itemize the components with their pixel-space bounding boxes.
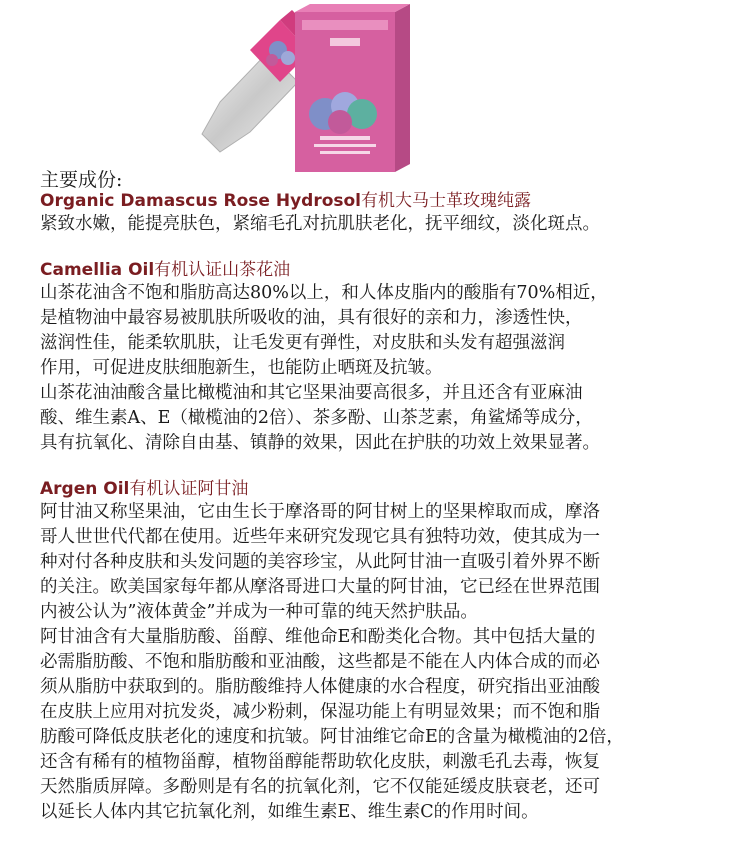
paragraph-line: 须从脂肪中获取到的。脂肪酸维持人体健康的水合程度，研究指出亚油酸: [40, 677, 600, 697]
section-title-cn: 有机认证山茶花油: [154, 260, 291, 280]
paragraph-line: 内被公认为”液体黄金”并成为一种可靠的纯天然护肤品。: [40, 602, 478, 622]
paragraph-line: 的关注。欧美国家每年都从摩洛哥进口大量的阿甘油，它已经在世界范围: [40, 577, 600, 597]
paragraph-line: 天然脂质屏障。多酚则是有名的抗氧化剂，它不仅能延缓皮肤衰老，还可: [40, 777, 600, 797]
paragraph-line: 还含有稀有的植物甾醇，植物甾醇能帮助软化皮肤，刺激毛孔去毒，恢复: [40, 752, 600, 772]
section-title-cn: 有机认证阿甘油: [129, 479, 249, 499]
product-box: [290, 2, 420, 182]
ingredients-content: [40, 170, 730, 825]
section-title: [40, 478, 730, 500]
paragraph-line: 是植物油中最容易被肌肤所吸收的油，具有很好的亲和力，渗透性快，: [40, 308, 583, 328]
paragraph-line: 具有抗氧化、清除自由基、镇静的效果，因此在护肤的功效上效果显著。: [40, 433, 600, 453]
paragraph-line: 以延长人体内其它抗氧化剂，如维生素E、维生素C的作用时间。: [40, 802, 539, 822]
section-rose-hydrosol: [40, 190, 730, 237]
paragraph-line: 紧致水嫩，能提亮肤色，紧缩毛孔对抗肌肤老化，抚平细纹，淡化斑点。: [40, 214, 600, 234]
section-title-cn: 有机大马士革玫瑰纯露: [361, 191, 532, 211]
paragraph-line: 阿甘油又称坚果油，它由生长于摩洛哥的阿甘树上的坚果榨取而成，摩洛: [40, 502, 600, 522]
product-image: [0, 0, 750, 165]
paragraph-line: 酸、维生素A、E（橄榄油的2倍）、茶多酚、山茶芝素，角鲨烯等成分，: [40, 408, 593, 428]
section-camellia-oil: [40, 259, 730, 456]
paragraph-line: 必需脂肪酸、不饱和脂肪酸和亚油酸，这些都是不能在人内体合成的而必: [40, 652, 600, 672]
paragraph-line: 作用，可促进皮肤细胞新生，也能防止晒斑及抗皱。: [40, 358, 443, 378]
paragraph-line: 肪酸可降低皮肤老化的速度和抗皱。阿甘油维它命E的含量为橄榄油的2倍，: [40, 727, 624, 747]
section-title-en: Camellia Oil: [40, 260, 155, 280]
paragraph-line: 阿甘油含有大量脂肪酸、甾醇、维他命E和酚类化合物。其中包括大量的: [40, 627, 596, 647]
section-argan-oil: [40, 478, 730, 825]
ingredients-heading: 主要成份:: [40, 169, 123, 191]
paragraph-line: 山茶花油油酸含量比橄榄油和其它坚果油要高很多，并且还含有亚麻油: [40, 383, 583, 403]
paragraph-line: 哥人世世代代都在使用。近些年来研究发现它具有独特功效，使其成为一: [40, 527, 600, 547]
section-title: [40, 259, 730, 281]
paragraph-line: 滋润性佳，能柔软肌肤，让毛发更有弹性，对皮肤和头发有超强滋润: [40, 333, 565, 353]
paragraph-line: 种对付各种皮肤和头发问题的美容珍宝，从此阿甘油一直吸引着外界不断: [40, 552, 600, 572]
section-title: [40, 190, 730, 212]
paragraph-line: 在皮肤上应用对抗发炎，减少粉刺，保湿功能上有明显效果；而不饱和脂: [40, 702, 600, 722]
paragraph-line: 山茶花油含不饱和脂肪高达80%以上，和人体皮脂内的酸脂有70%相近，: [40, 283, 608, 303]
section-title-en: Organic Damascus Rose Hydrosol: [40, 191, 362, 211]
section-title-en: Argen Oil: [40, 479, 130, 499]
